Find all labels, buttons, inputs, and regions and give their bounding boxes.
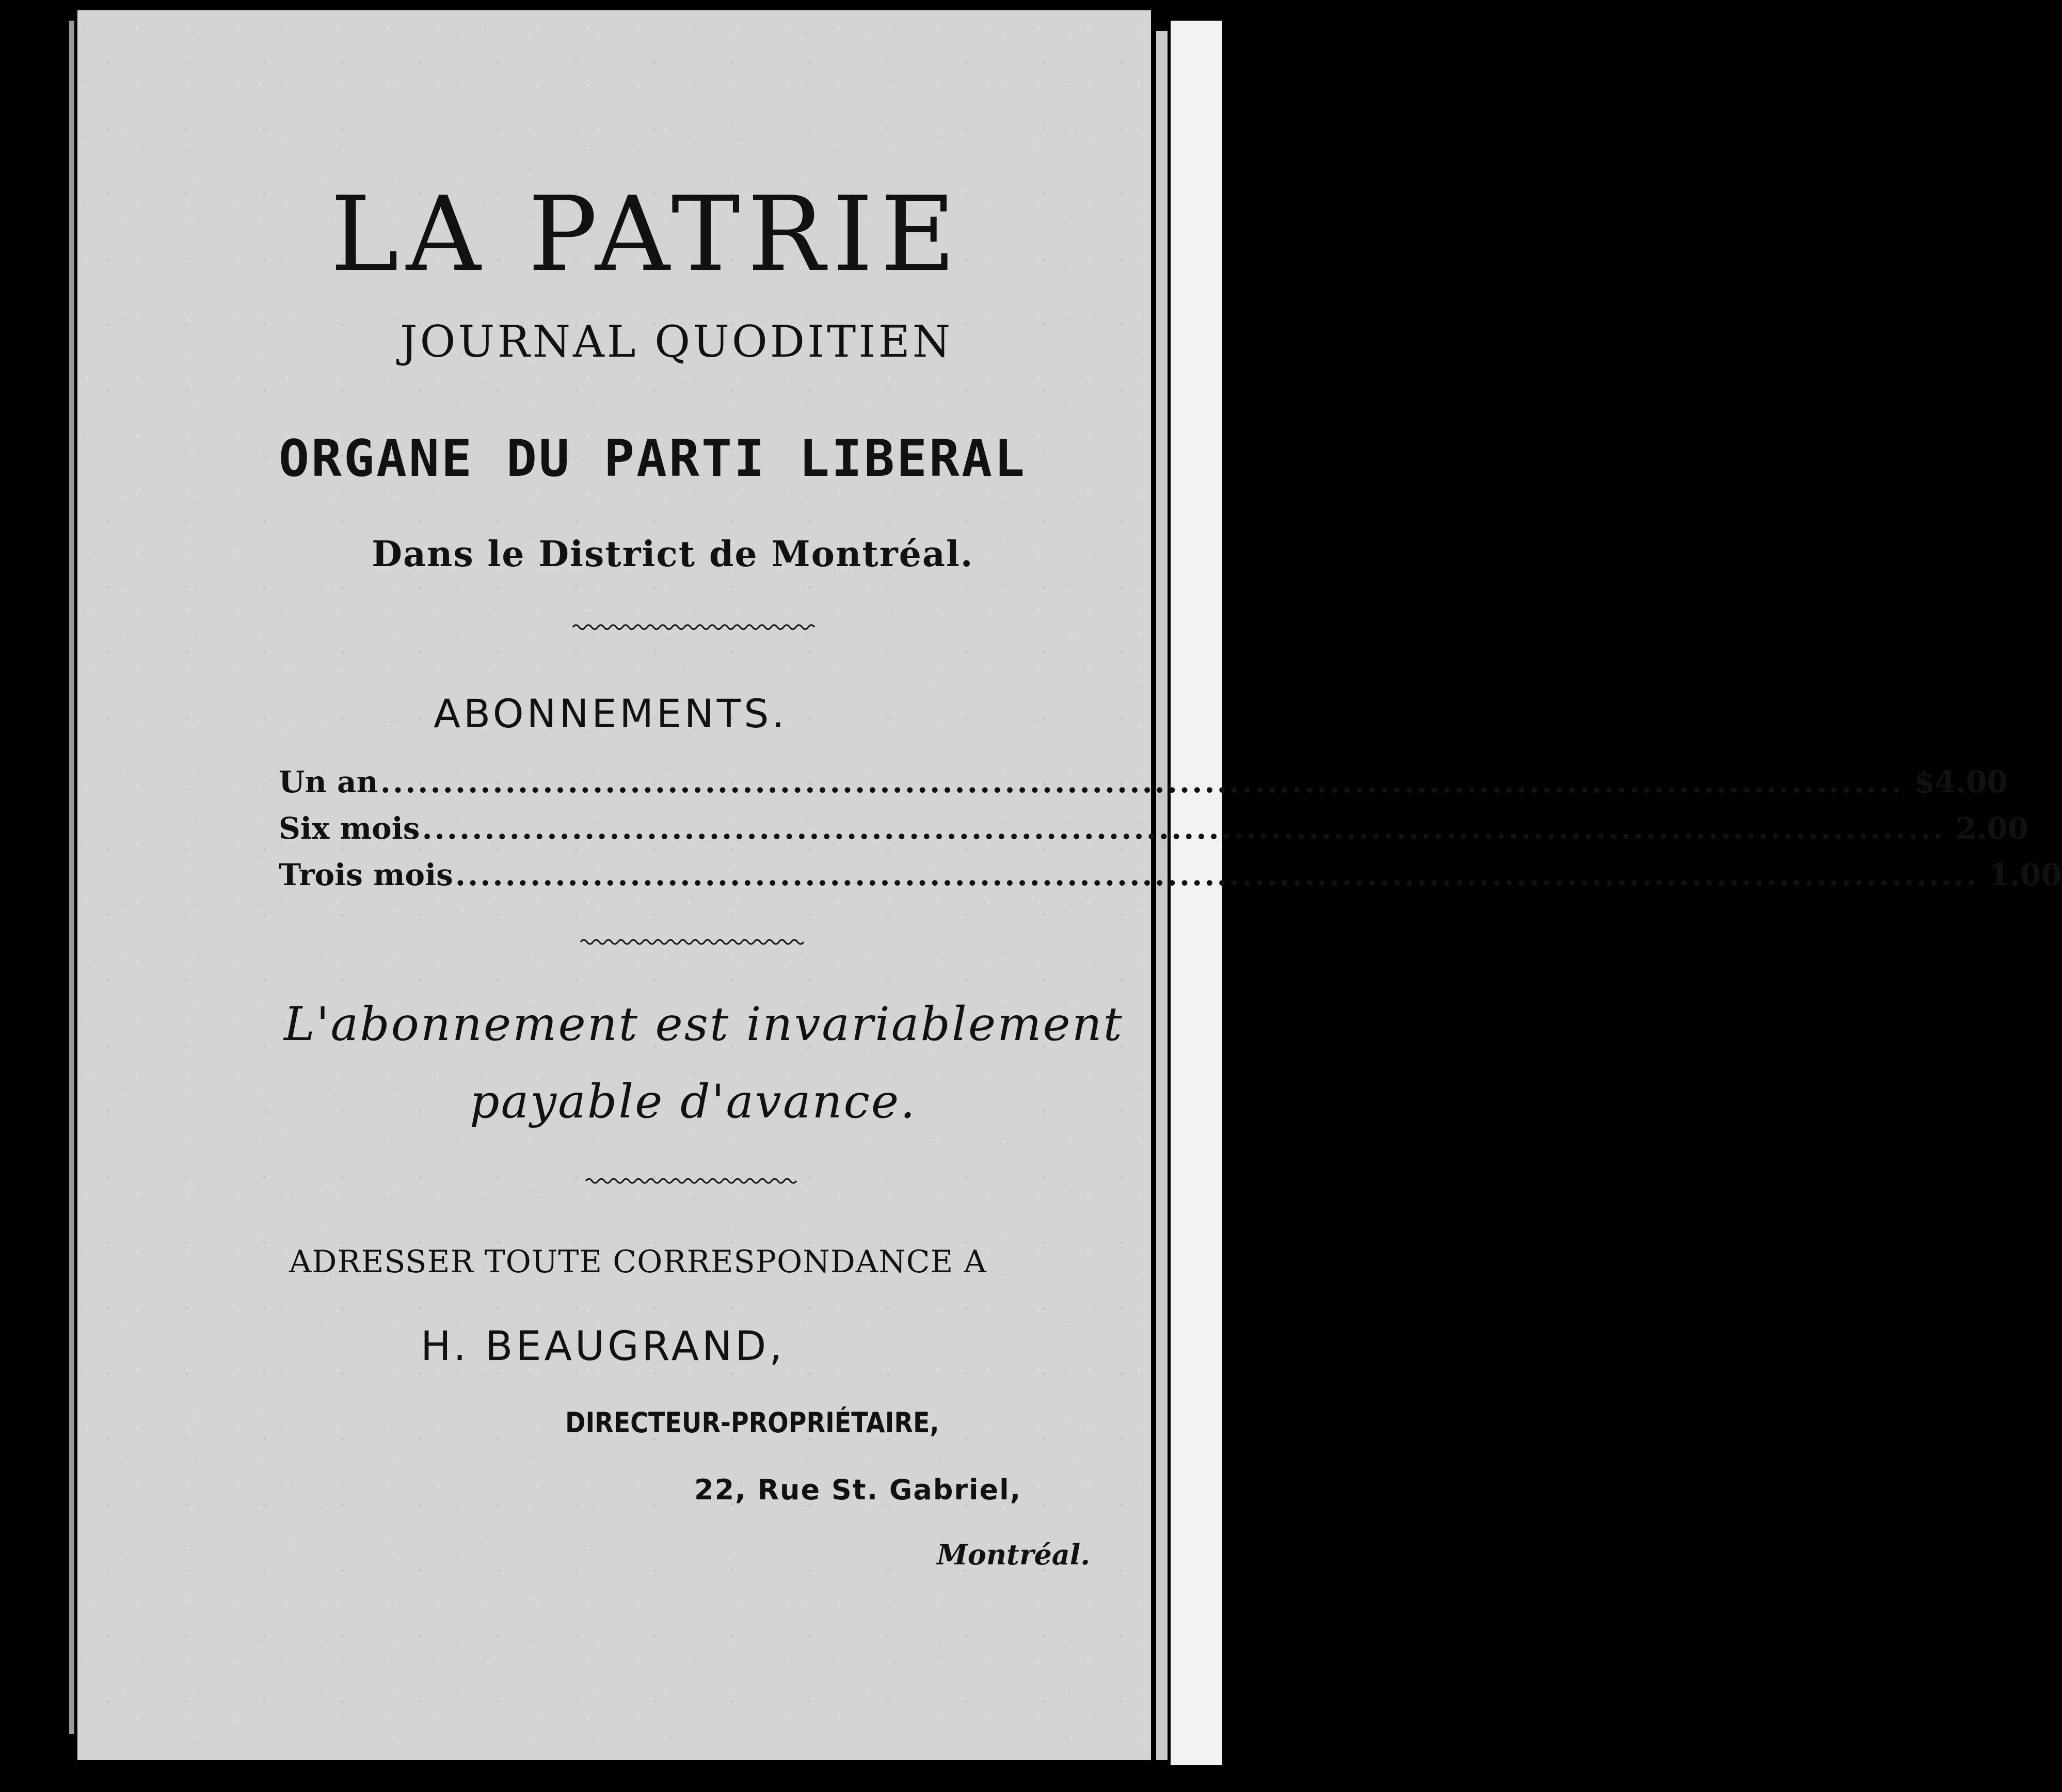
party-organ-line: ORGANE DU PARTI LIBERAL — [279, 429, 1027, 488]
price-value: 2.00 — [1955, 811, 2029, 846]
wavy-divider — [581, 937, 808, 947]
price-value: $4.00 — [1914, 764, 2008, 799]
street-address: 22, Rue St. Gabriel, — [694, 1474, 1022, 1506]
advertisement-page — [77, 10, 2062, 1760]
price-row — [279, 852, 2062, 898]
dot-leader: .......................................................................................................................... — [455, 857, 1979, 892]
payment-notice-line-1: L'abonnement est invariablement — [284, 997, 1124, 1051]
wavy-divider — [573, 622, 816, 632]
page-edge-left — [69, 21, 74, 1734]
price-label: Un an — [279, 764, 378, 799]
city-name: Montréal. — [937, 1538, 1091, 1571]
price-label: Six mois — [279, 811, 420, 846]
price-value: 1.00 — [1989, 857, 2062, 892]
newspaper-subtitle: JOURNAL QUODITIEN — [400, 316, 953, 367]
payment-notice-line-2: payable d'avance. — [470, 1075, 917, 1129]
director-role: DIRECTEUR-PROPRIÉTAIRE, — [565, 1406, 939, 1439]
district-line: Dans le District de Montréal. — [372, 534, 974, 575]
dot-leader: .......................................................................................................................... — [422, 811, 1945, 846]
price-list — [279, 759, 2062, 898]
price-row — [279, 759, 2008, 805]
dot-leader: .......................................................................................................................... — [380, 764, 1904, 799]
director-name: H. BEAUGRAND, — [421, 1323, 786, 1370]
wavy-divider — [586, 1176, 797, 1186]
price-label: Trois mois — [279, 857, 453, 892]
newspaper-title: LA PATRIE — [330, 174, 963, 295]
subscriptions-heading: ABONNEMENTS. — [434, 691, 788, 737]
price-row — [279, 805, 2029, 852]
correspondence-instruction: ADRESSER TOUTE CORRESPONDANCE A — [289, 1244, 987, 1280]
